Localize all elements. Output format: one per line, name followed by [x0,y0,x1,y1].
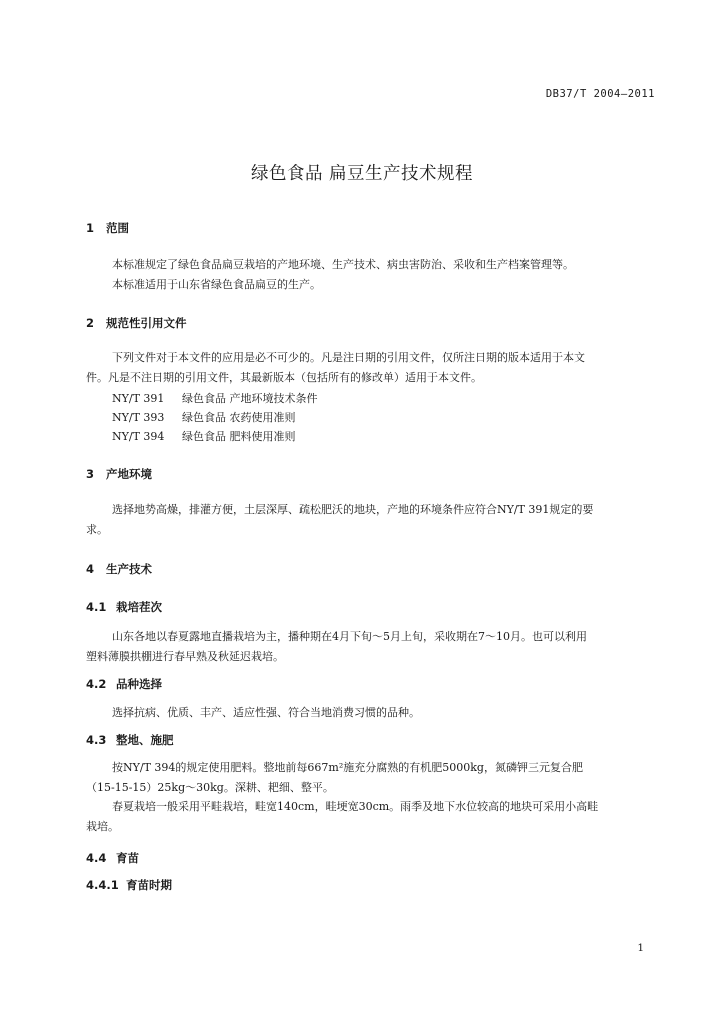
reference-code: NY/T 394 [112,430,165,443]
section-title: 栽培茬次 [116,600,162,614]
paragraph-line: （15-15-15）25kg～30kg。深耕、耙细、整平。 [86,780,334,794]
section-heading-4-4 [86,850,139,866]
paragraph-line: 本标准规定了绿色食品扁豆栽培的产地环境、生产技术、病虫害防治、采收和生产档案管理等。 [112,258,574,271]
section-title: 育苗 [116,851,139,865]
section-4-3-body [86,758,656,836]
paragraph-line: 塑料薄膜拱棚进行春早熟及秋延迟栽培。 [86,649,284,663]
section-title: 生产技术 [106,562,152,576]
section-title: 规范性引用文件 [106,316,187,330]
reference-name: 绿色食品 农药使用准则 [182,411,296,424]
section-title: 整地、施肥 [116,733,174,747]
section-heading-4 [86,561,152,577]
document-title: 绿色食品 扁豆生产技术规程 [250,164,474,184]
reference-name: 绿色食品 产地环境技术条件 [182,392,318,405]
section-heading-4-3 [86,732,174,748]
section-heading-3 [86,466,152,482]
section-2-body [86,348,656,387]
section-number: 4 [86,562,95,576]
section-number: 3 [86,467,95,481]
paragraph-line: 选择抗病、优质、丰产、适应性强、符合当地消费习惯的品种。 [112,706,420,719]
reference-item [112,428,296,444]
section-title: 育苗时期 [126,878,172,892]
section-heading-4-1 [86,599,162,615]
section-number: 2 [86,316,95,330]
section-number: 4.4 [86,851,107,865]
section-3-body [86,500,656,539]
section-heading-4-4-1 [86,877,172,893]
section-title: 产地环境 [106,467,152,481]
section-4-2-body [86,703,656,723]
paragraph-line: 按NY/T 394的规定使用肥料。整地前每667m²施充分腐熟的有机肥5000kg，氮磷钾三元复合肥 [112,761,583,774]
section-1-body [86,255,656,294]
section-number: 1 [86,221,95,235]
paragraph-line: 春夏栽培一般采用平畦栽培，畦宽140cm，畦埂宽30cm。雨季及地下水位较高的地块可采用小高畦 [112,800,599,813]
section-number: 4.1 [86,600,107,614]
section-number: 4.2 [86,677,107,691]
paragraph-line: 下列文件对于本文件的应用是必不可少的。凡是注日期的引用文件，仅所注日期的版本适用于本文 [112,351,585,364]
section-number: 4.4.1 [86,878,119,892]
section-heading-4-2 [86,676,162,692]
standard-code: DB37/T 2004—2011 [545,88,655,100]
paragraph-line: 本标准适用于山东省绿色食品扁豆的生产。 [112,277,321,291]
page-number: 1 [637,942,644,954]
reference-name: 绿色食品 肥料使用准则 [182,430,296,443]
section-4-1-body [86,627,656,666]
section-heading-2 [86,315,187,331]
reference-code: NY/T 391 [112,392,165,405]
section-title: 品种选择 [116,677,162,691]
reference-item [112,409,296,425]
paragraph-line: 求。 [86,522,108,536]
paragraph-line: 选择地势高燥，排灌方便，土层深厚、疏松肥沃的地块，产地的环境条件应符合NY/T 391规定的要 [112,503,594,516]
section-title: 范围 [106,221,129,235]
reference-code: NY/T 393 [112,411,165,424]
paragraph-line: 山东各地以春夏露地直播栽培为主，播种期在4月下旬～5月上旬，采收期在7～10月。也可以利用 [112,630,587,643]
reference-item [112,390,318,406]
section-heading-1 [86,220,129,236]
paragraph-line: 件。凡是不注日期的引用文件，其最新版本（包括所有的修改单）适用于本文件。 [86,370,482,384]
section-number: 4.3 [86,733,107,747]
paragraph-line: 栽培。 [86,819,119,833]
